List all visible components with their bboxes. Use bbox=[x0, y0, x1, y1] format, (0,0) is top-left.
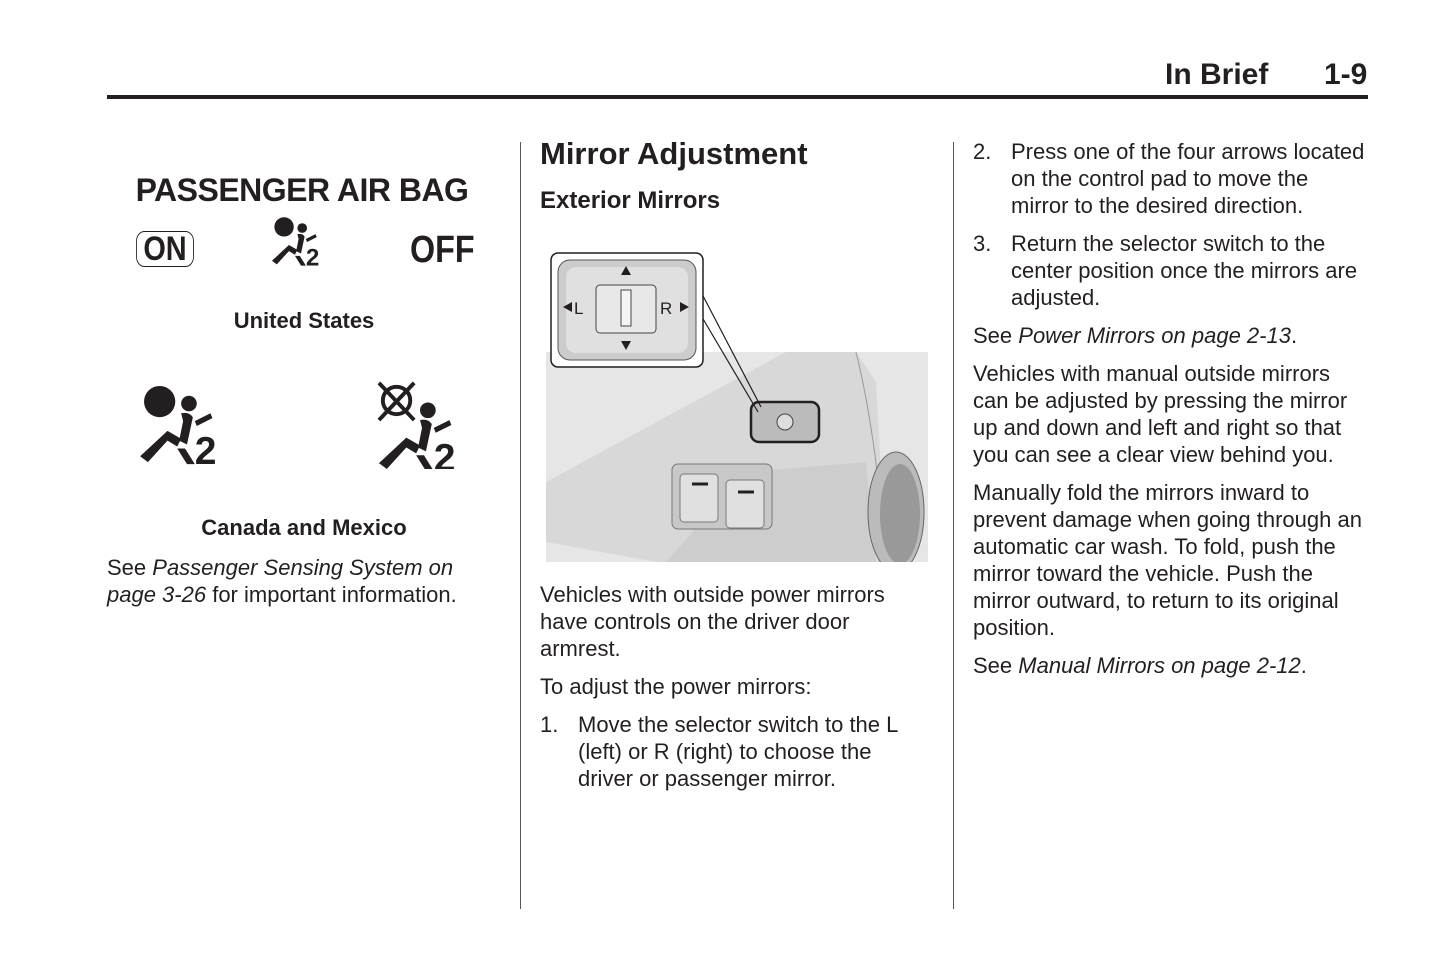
step-number: 1. bbox=[540, 712, 559, 737]
paragraph: Vehicles with outside power mirrors have controls on the driver door armrest. bbox=[540, 582, 885, 661]
us-caption: United States bbox=[233, 308, 375, 333]
right-mirror-label: R bbox=[660, 299, 673, 318]
airbag-off-icon bbox=[372, 377, 472, 469]
step-text: Return the selector switch to the center position once the mirrors are adjusted. bbox=[1011, 231, 1358, 310]
list-item bbox=[540, 711, 930, 792]
see-text: See bbox=[973, 323, 1019, 348]
step-number: 2. bbox=[973, 139, 992, 164]
list-item bbox=[973, 138, 1365, 219]
airbag-off-indicator: OFF bbox=[410, 229, 475, 271]
paragraph: Manually fold the mirrors inward to prevent damage when going through an automatic car wash. To fold, push the mirror toward the vehicle. Push the mirror outward, to return to its original position. bbox=[973, 480, 1362, 640]
step-number: 3. bbox=[973, 231, 992, 256]
paragraph: To adjust the power mirrors: bbox=[540, 674, 812, 699]
step-text: Move the selector switch to the L (left) or R (right) to choose the driver or passenger mirror. bbox=[578, 712, 898, 791]
list-item bbox=[973, 230, 1365, 311]
airbag-title: PASSENGER AIR BAG bbox=[135, 172, 469, 208]
subsection-heading: Exterior Mirrors bbox=[540, 187, 721, 214]
header-rule bbox=[107, 95, 1368, 99]
paragraph: Vehicles with manual outside mirrors can be adjusted by pressing the mirror up and down and left and right so that you can see a clear view behind you. bbox=[973, 361, 1348, 467]
column-3-body bbox=[973, 138, 1365, 690]
section-title: In Brief bbox=[1165, 58, 1269, 91]
airbag-on-indicator: ON bbox=[136, 231, 194, 267]
column-2-body bbox=[540, 581, 930, 803]
column-divider bbox=[520, 142, 521, 909]
manual-mirrors-reference bbox=[973, 652, 1365, 679]
section-heading: Mirror Adjustment bbox=[540, 136, 808, 171]
mirror-control-illustration bbox=[546, 252, 928, 562]
airbag-on-icon bbox=[137, 384, 237, 468]
see-suffix: . bbox=[1290, 323, 1298, 348]
cross-reference-link[interactable]: Passenger Sensing System on page 3-26 bbox=[107, 555, 454, 607]
column-divider bbox=[953, 142, 954, 909]
step-text: Press one of the four arrows located on the control pad to move the mirror to the desired direction. bbox=[1011, 139, 1365, 218]
canada-mexico-caption: Canada and Mexico bbox=[201, 515, 407, 540]
cross-reference-link[interactable]: Power Mirrors on page 2-13 bbox=[1018, 323, 1291, 348]
cross-reference-link[interactable]: Manual Mirrors on page 2-12 bbox=[1018, 653, 1301, 678]
page-number: 1-9 bbox=[1324, 58, 1368, 91]
see-suffix: . bbox=[1300, 653, 1307, 678]
see-text: See bbox=[107, 555, 153, 580]
airbag-passenger-icon bbox=[270, 216, 332, 268]
airbag-figure bbox=[107, 172, 497, 540]
passenger-sensing-reference bbox=[107, 554, 502, 608]
power-mirrors-reference bbox=[973, 322, 1365, 349]
left-mirror-label: L bbox=[574, 299, 584, 318]
see-suffix: for important information. bbox=[206, 582, 457, 607]
see-text: See bbox=[973, 653, 1019, 678]
